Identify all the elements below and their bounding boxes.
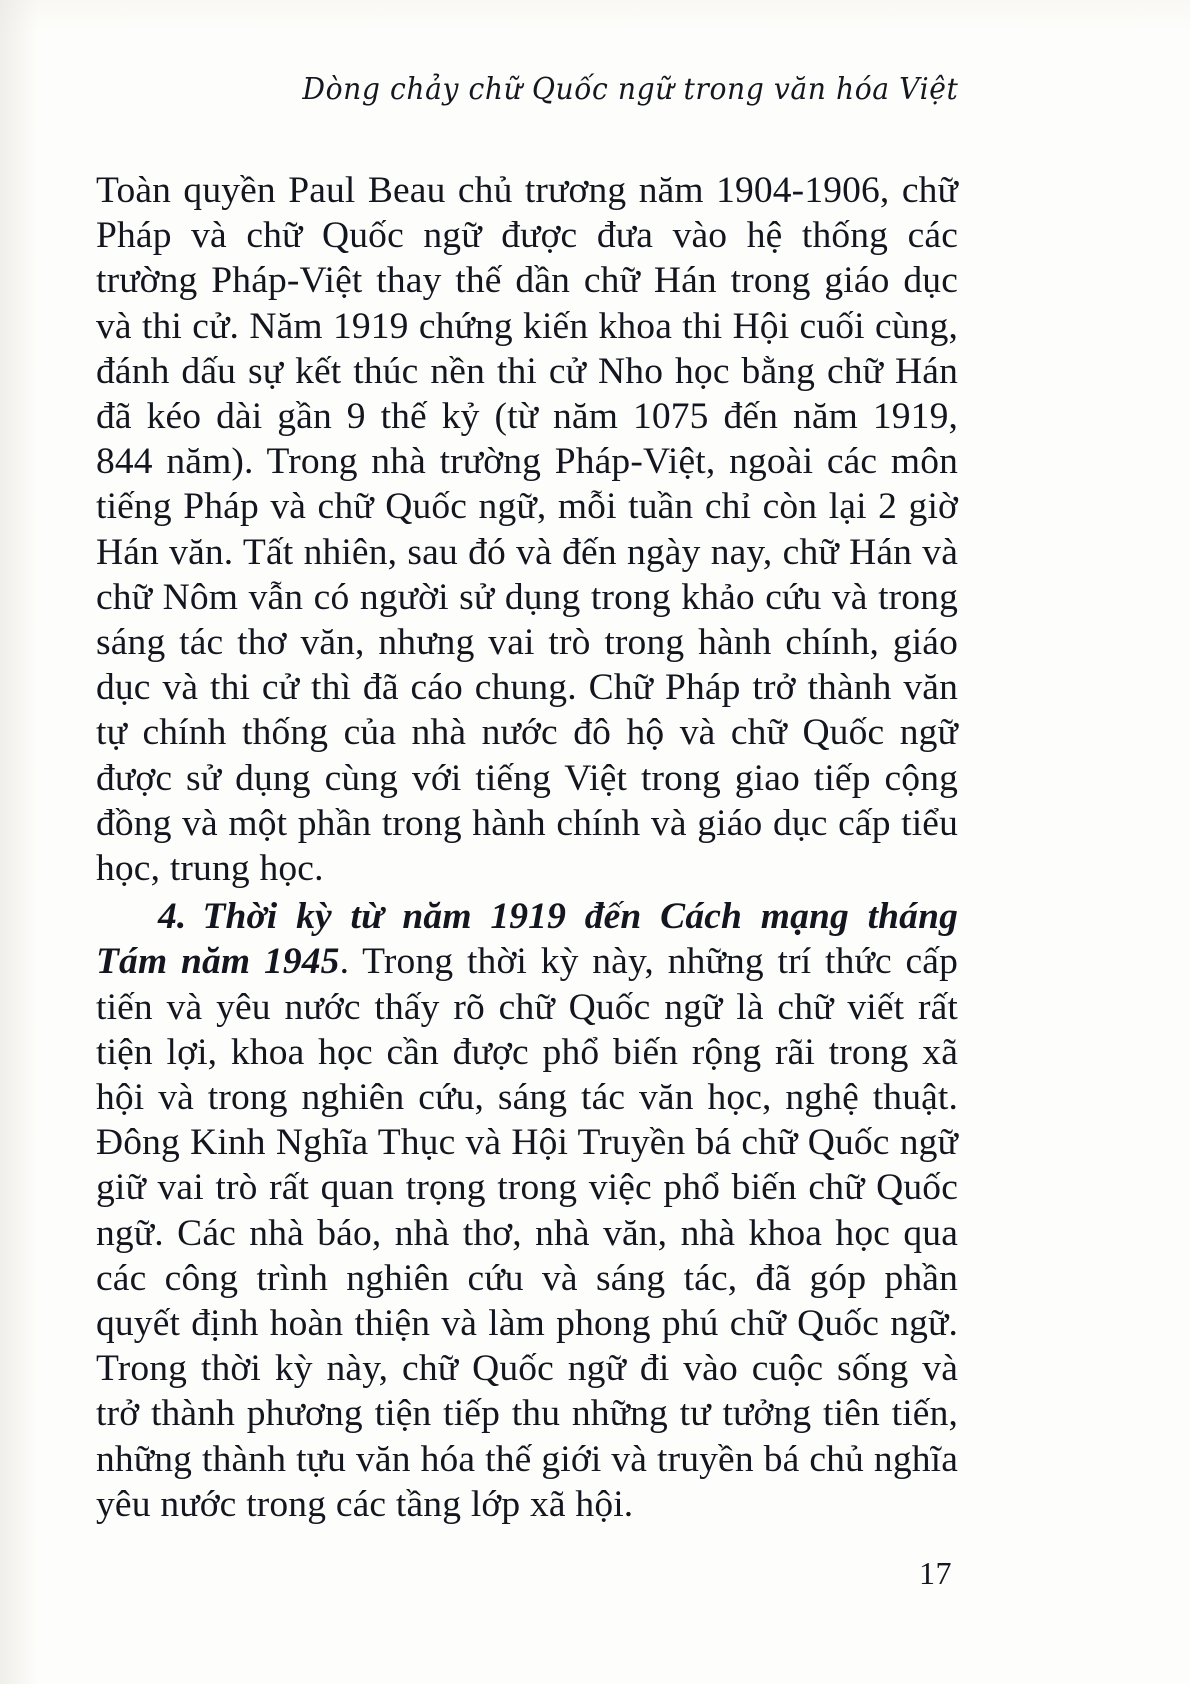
page-number: 17 — [919, 1555, 952, 1591]
paragraph-1: Toàn quyền Paul Beau chủ trương năm 1904-1906, chữ Pháp và chữ Quốc ngữ được đưa vào hệ thống các trường Pháp-Việt thay thế dần chữ Hán trong giáo dục và thi cử. Năm 1919 chứng kiến khoa thi Hội cuối cùng, đánh dấu sự kết thúc nền thi cử Nho học bằng chữ Hán đã kéo dài gần 9 thế kỷ (từ năm 1075 đến năm 1919, 844 năm). Trong nhà trường Pháp-Việt, ngoài các môn tiếng Pháp và chữ Quốc ngữ, mỗi tuần chỉ còn lại 2 giờ Hán văn. Tất nhiên, sau đó và đến ngày nay, chữ Hán và chữ Nôm vẫn có người sử dụng trong khảo cứu và trong sáng tác thơ văn, nhưng vai trò trong hành chính, giáo dục và thi cử thì đã cáo chung. Chữ Pháp trở thành văn tự chính thống của nhà nước đô hộ và chữ Quốc ngữ được sử dụng cùng với tiếng Việt trong giao tiếp cộng đồng và một phần trong hành chính và giáo dục cấp tiểu học, trung học. — [96, 170, 958, 890]
page-content-area — [96, 0, 958, 1684]
paragraph-2 — [96, 894, 958, 1527]
paragraph-2-body: . Trong thời kỳ này, những trí thức cấp tiến và yêu nước thấy rõ chữ Quốc ngữ là chữ viết rất tiện lợi, khoa học cần được phổ biến rộng rãi trong xã hội và trong nghiên cứu, sáng tác văn học, nghệ thuật. Đông Kinh Nghĩa Thục và Hội Truyền bá chữ Quốc ngữ giữ vai trò rất quan trọng trong việc phổ biến chữ Quốc ngữ. Các nhà báo, nhà thơ, nhà văn, nhà khoa học qua các công trình nghiên cứu và sáng tác, đã góp phần quyết định hoàn thiện và làm phong phú chữ Quốc ngữ. Trong thời kỳ này, chữ Quốc ngữ đi vào cuộc sống và trở thành phương tiện tiếp thu những tư tưởng tiên tiến, những thành tựu văn hóa thế giới và truyền bá chủ nghĩa yêu nước trong các tầng lớp xã hội. — [96, 941, 958, 1525]
running-header: Dòng chảy chữ Quốc ngữ trong văn hóa Việt — [302, 72, 959, 107]
section-number: 4. — [158, 896, 187, 938]
text-column — [96, 168, 958, 1527]
section-title: Thời kỳ từ năm 1919 đến Cách mạng tháng Tám năm 1945 — [96, 896, 958, 983]
